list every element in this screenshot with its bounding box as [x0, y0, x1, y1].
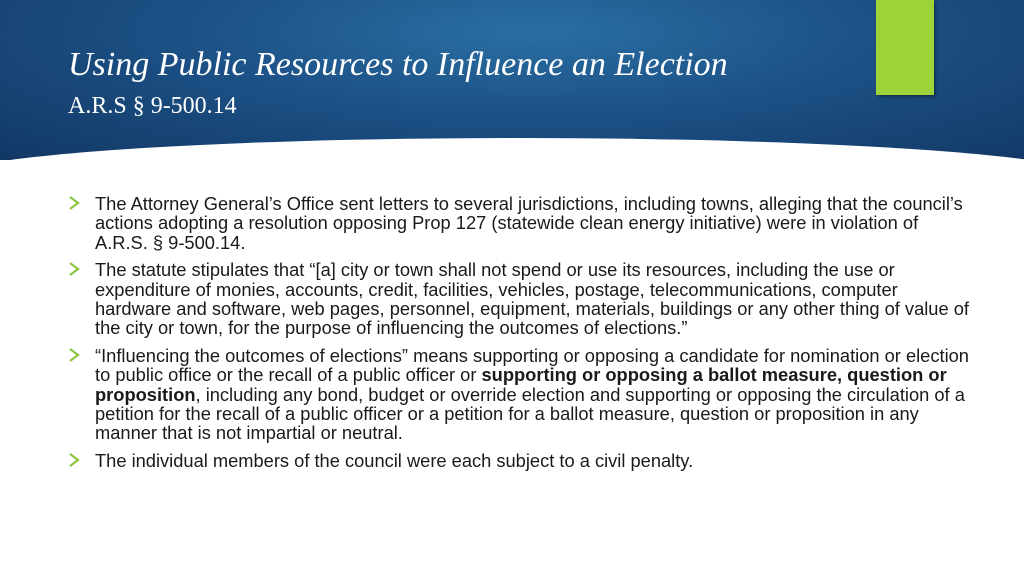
arrow-bullet-icon — [68, 348, 80, 362]
bullet-text-start: “Influencing the outcomes of elections” means supporting or opposing a candidate for nomination or election to public office or the recall of a public officer or — [95, 344, 969, 386]
header-banner — [0, 0, 1024, 160]
bullet-item — [68, 451, 973, 470]
slide-subtitle: A.R.S § 9-500.14 — [68, 93, 237, 119]
bullet-list — [68, 194, 973, 478]
bullet-text: The statute stipulates that “[a] city or town shall not spend or use its resources, including the use or expenditure of monies, accounts, credit, facilities, vehicles, postage, telecommunications, computer hardware and software, web pages, personnel, equipment, materials, buildings or any other thing of value of the city or town, for the purpose of influencing the outcomes of elections.” — [95, 259, 969, 339]
bullet-text-end: , including any bond, budget or override election and supporting or opposing the circulation of a petition for the recall of a public officer or a petition for a ballot measure, question or proposition in any manner that is not impartial or neutral. — [95, 383, 965, 444]
bullet-item — [68, 194, 973, 252]
green-accent-tab — [876, 0, 934, 95]
bullet-text-bold: supporting or opposing a ballot measure, question or proposition — [95, 364, 947, 405]
arrow-bullet-icon — [68, 453, 80, 467]
bullet-item — [68, 346, 973, 443]
bullet-text: The individual members of the council were each subject to a civil penalty. — [95, 449, 694, 471]
arrow-bullet-icon — [68, 196, 80, 210]
slide-title: Using Public Resources to Influence an Election — [68, 46, 728, 83]
bullet-text: The Attorney General’s Office sent letters to several jurisdictions, including towns, alleging that the council’s actions adopting a resolution opposing Prop 127 (statewide clean energy initiative) were in violation of A.R.S. § 9-500.14. — [95, 193, 963, 253]
arrow-bullet-icon — [68, 262, 80, 276]
bullet-item — [68, 260, 973, 338]
